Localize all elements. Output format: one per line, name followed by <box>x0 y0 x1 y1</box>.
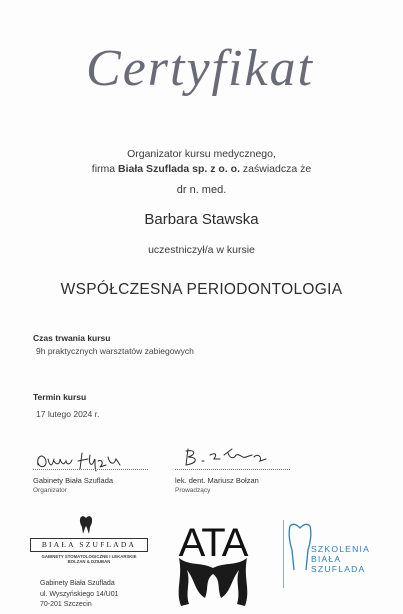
address-line-1: Gabinety Biała Szuflada <box>40 580 115 587</box>
organizer-name: Gabinety Biała Szuflada <box>33 476 114 485</box>
title-text: Certyfikat <box>86 40 314 97</box>
intro-line-1: Organizator kursu medycznego, <box>127 148 276 160</box>
brand-subtitle-line-2: BOLZAN & DZIUBAN <box>67 559 111 564</box>
school-line-3: SZUFLADA <box>311 564 366 574</box>
intro-prefix: firma <box>91 163 119 175</box>
school-line-1: SZKOLENIA <box>311 544 371 554</box>
instructor-role: Prowadzący <box>175 487 211 494</box>
instructor-signature-line <box>175 469 290 470</box>
organizer-signature-line <box>33 469 148 470</box>
duration-label: Czas trwania kursu <box>33 333 111 343</box>
brand-logo-box: BIAŁA SZUFLADA <box>30 538 148 552</box>
address-line-3: 70-201 Szczecin <box>40 601 92 608</box>
instructor-signature <box>180 445 276 469</box>
footer-divider <box>283 520 284 588</box>
recipient-degree: dr n. med. <box>176 184 227 196</box>
brand-subtitle <box>30 554 148 564</box>
instructor-name: lek. dent. Mariusz Bołzan <box>175 476 259 485</box>
duration-value: 9h praktycznych warsztatów zabiegowych <box>36 346 194 356</box>
intro-suffix: zaświadcza że <box>240 163 312 175</box>
ata-logo-text: ATA <box>178 521 248 565</box>
school-line-2: BIAŁA <box>311 554 342 564</box>
date-label: Termin kursu <box>33 392 87 402</box>
tooth-icon <box>78 515 94 535</box>
intro-line-2 <box>0 163 403 175</box>
participated-text: uczestniczył/a w kursie <box>148 244 255 256</box>
brand-subtitle-line-1: GABINETY STOMATOLOGICZNE I LEKARSKIE <box>41 554 137 559</box>
title-script <box>0 40 403 100</box>
recipient-name: Barbara Stawska <box>144 211 259 228</box>
course-name: WSPÓŁCZESNA PERIODONTOLOGIA <box>60 281 343 298</box>
company-name: Biała Szuflada sp. z o. o. <box>118 163 240 175</box>
address-line-2: ul. Wyszyńskiego 14/U01 <box>40 591 119 598</box>
ata-logo <box>165 518 261 610</box>
certificate-title <box>0 40 403 100</box>
date-value: 17 lutego 2024 r. <box>36 409 100 419</box>
school-tooth-icon <box>286 520 312 582</box>
organizer-role: Organizator <box>33 487 67 494</box>
